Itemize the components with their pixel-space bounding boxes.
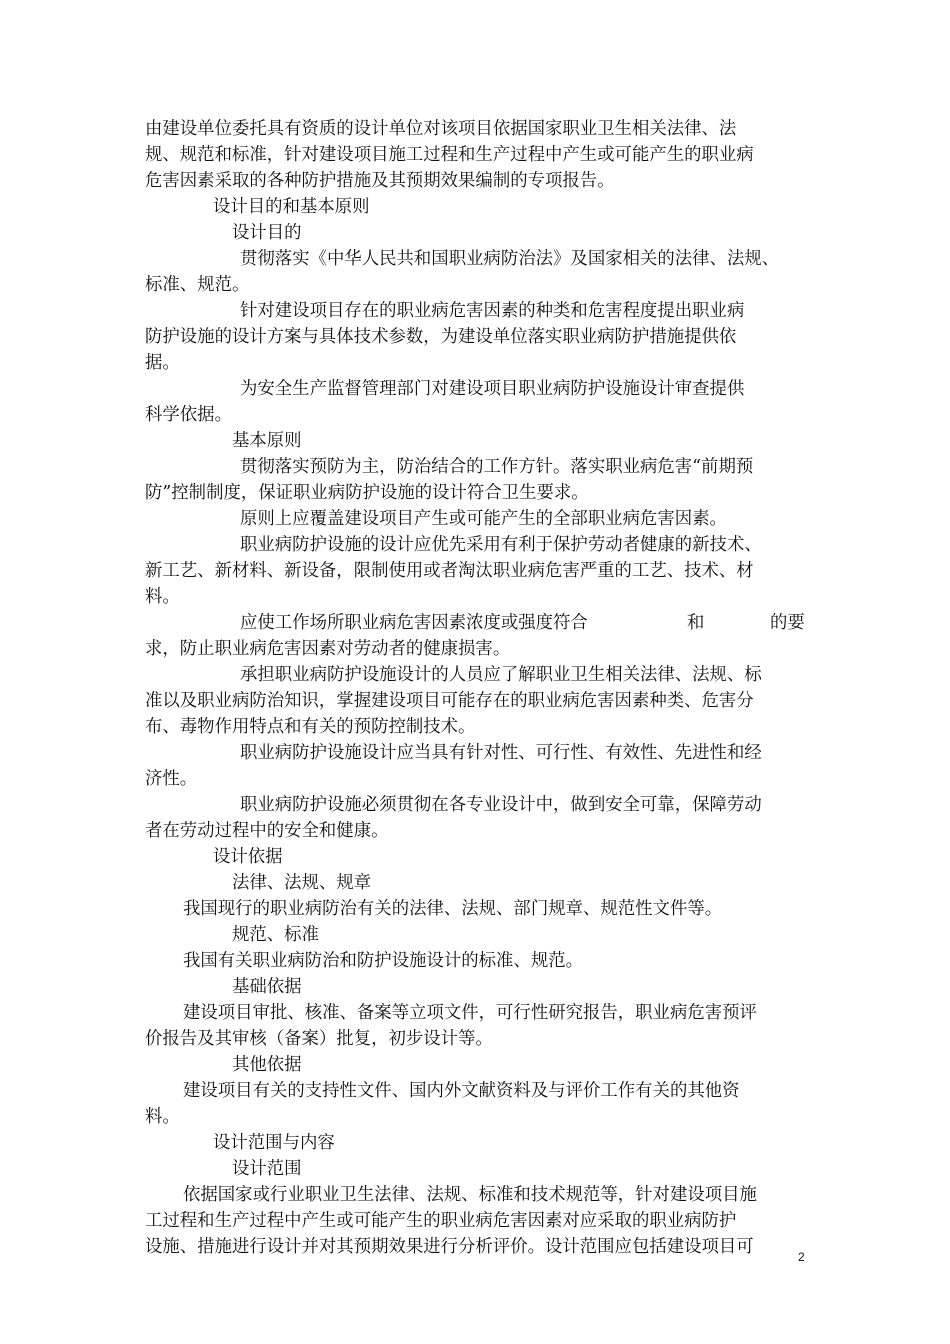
body-text-line: 职业病防护设施必须贯彻在各专业设计中，做到安全可靠，保障劳动 bbox=[240, 795, 762, 815]
body-text-line: 为安全生产监督管理部门对建设项目职业病防护设施设计审查提供 bbox=[240, 379, 745, 399]
body-text-line: 防”控制制度，保证职业病防护设施的设计符合卫生要求。 bbox=[145, 483, 589, 503]
body-text-line: 布、毒物作用特点和有关的预防控制技术。 bbox=[145, 717, 476, 737]
body-text-line: 贯彻落实预防为主，防治结合的工作方针。落实职业病危害“前期预 bbox=[240, 457, 754, 477]
body-text-line: 危害因素采取的各种防护措施及其预期效果编制的专项报告。 bbox=[145, 171, 615, 191]
subsection-heading: 规范、标准 bbox=[232, 925, 319, 945]
body-text-line: 求，防止职业病危害因素对劳动者的健康损害。 bbox=[145, 639, 511, 659]
section-heading: 设计目的和基本原则 bbox=[213, 197, 370, 217]
body-text-line: 承担职业病防护设施设计的人员应了解职业卫生相关法律、法规、标 bbox=[240, 665, 762, 685]
body-text-line: 设施、措施进行设计并对其预期效果进行分析评价。设计范围应包括建设项目可 bbox=[145, 1237, 754, 1257]
body-text-line: 针对建设项目存在的职业病危害因素的种类和危害程度提出职业病 bbox=[240, 301, 745, 321]
subsection-heading: 设计范围 bbox=[232, 1159, 302, 1179]
body-text-line: 我国现行的职业病防治有关的法律、法规、部门规章、规范性文件等。 bbox=[183, 899, 723, 919]
body-text-line: 标准、规范。 bbox=[145, 275, 250, 295]
body-text-line: 者在劳动过程中的安全和健康。 bbox=[145, 821, 389, 841]
body-text-line: 规、规范和标准，针对建设项目施工过程和生产过程中产生或可能产生的职业病 bbox=[145, 145, 754, 165]
body-text-line: 料。 bbox=[145, 1107, 180, 1127]
body-text-line: 准以及职业病防治知识，掌握建设项目可能存在的职业病危害因素种类、危害分 bbox=[145, 691, 754, 711]
body-text-line bbox=[240, 610, 920, 636]
body-text-line: 职业病防护设施设计应当具有针对性、可行性、有效性、先进性和经 bbox=[240, 743, 762, 763]
body-text-line: 职业病防护设施的设计应优先采用有利于保护劳动者健康的新技术、 bbox=[240, 535, 762, 555]
subsection-heading: 设计目的 bbox=[232, 223, 302, 243]
subsection-heading: 基础依据 bbox=[232, 977, 302, 997]
body-text-line: 防护设施的设计方案与具体技术参数，为建设单位落实职业病防护措施提供依 bbox=[145, 327, 737, 347]
body-text-line: 贯彻落实《中华人民共和国职业病防治法》及国家相关的法律、法规、 bbox=[240, 249, 780, 269]
subsection-heading: 法律、法规、规章 bbox=[232, 873, 372, 893]
body-text-line: 科学依据。 bbox=[145, 405, 232, 425]
body-text-fragment: 应使工作场所职业病危害因素浓度或强度符合 bbox=[240, 613, 588, 633]
body-text-line: 原则上应覆盖建设项目产生或可能产生的全部职业病危害因素。 bbox=[240, 509, 727, 529]
body-text-line: 济性。 bbox=[145, 769, 198, 789]
body-text-line: 依据国家或行业职业卫生法律、法规、标准和技术规范等，针对建设项目施 bbox=[183, 1185, 757, 1205]
body-text-line: 由建设单位委托具有资质的设计单位对该项目依据国家职业卫生相关法律、法 bbox=[145, 119, 737, 139]
page-number: 2 bbox=[798, 1250, 805, 1264]
body-text-line: 建设项目有关的支持性文件、国内外文献资料及与评价工作有关的其他资 bbox=[183, 1081, 740, 1101]
body-text-line: 新工艺、新材料、新设备，限制使用或者淘汰职业病危害严重的工艺、技术、材 bbox=[145, 561, 754, 581]
body-text-line: 工过程和生产过程中产生或可能产生的职业病危害因素对应采取的职业病防护 bbox=[145, 1211, 737, 1231]
body-text-line: 我国有关职业病防治和防护设施设计的标准、规范。 bbox=[183, 951, 583, 971]
section-heading: 设计范围与内容 bbox=[213, 1133, 335, 1153]
body-text-fragment: 和 bbox=[687, 613, 705, 633]
section-heading: 设计依据 bbox=[213, 847, 283, 867]
body-text-line: 价报告及其审核（备案）批复，初步设计等。 bbox=[145, 1029, 493, 1049]
body-text-line: 建设项目审批、核准、备案等立项文件，可行性研究报告，职业病危害预评 bbox=[183, 1003, 757, 1023]
subsection-heading: 基本原则 bbox=[232, 431, 302, 451]
body-text-line: 料。 bbox=[145, 587, 180, 607]
body-text-line: 据。 bbox=[145, 353, 180, 373]
subsection-heading: 其他依据 bbox=[232, 1055, 302, 1075]
body-text-fragment: 的要 bbox=[770, 613, 805, 633]
